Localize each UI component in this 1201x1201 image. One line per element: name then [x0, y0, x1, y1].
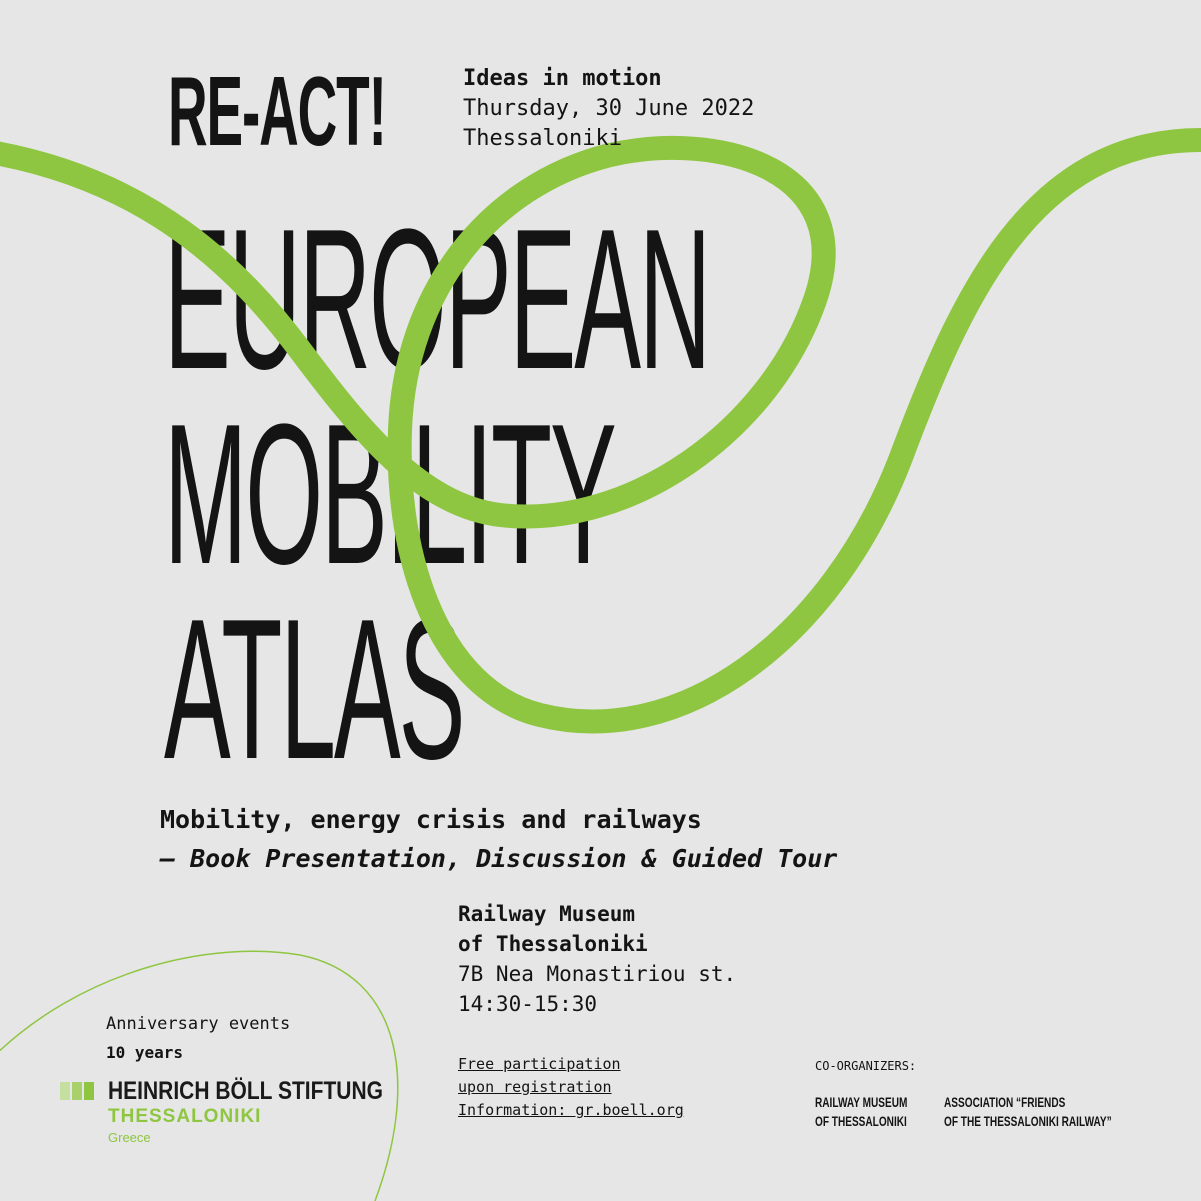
co-organizer-1-line-1: RAILWAY MUSEUM — [815, 1094, 908, 1110]
subtitle-topic: Mobility, energy crisis and railways — [160, 805, 702, 834]
co-organizer-friends-association — [944, 1093, 1112, 1131]
anniversary-years: 10 years — [106, 1043, 184, 1062]
co-organizer-1-line-2: OF THESSALONIKI — [815, 1113, 907, 1129]
logo-bar-mid — [72, 1082, 82, 1100]
event-series-title: RE-ACT! — [168, 56, 386, 166]
logo-bar-dark — [84, 1082, 94, 1100]
main-title-line-3: ATLAS — [164, 578, 464, 801]
event-date: Thursday, 30 June 2022 — [463, 96, 755, 121]
information-link[interactable]: Information: gr.boell.org — [458, 1101, 684, 1119]
event-info — [463, 64, 754, 154]
main-title — [164, 188, 710, 801]
event-tagline: Ideas in motion — [463, 66, 662, 91]
registration-line-2: upon registration — [458, 1078, 612, 1096]
main-title-line-2: MOBILITY — [164, 383, 615, 606]
event-time: 14:30-15:30 — [458, 992, 598, 1016]
co-organizer-railway-museum — [815, 1093, 907, 1131]
venue-info — [458, 899, 736, 1019]
anniversary-info — [106, 1010, 290, 1068]
main-title-line-1: EUROPEAN — [164, 188, 710, 411]
logo-country: Greece — [108, 1130, 151, 1145]
anniversary-label: Anniversary events — [106, 1014, 291, 1034]
registration-line-1: Free participation — [458, 1055, 621, 1073]
logo-bar-light — [60, 1082, 70, 1100]
registration-info — [458, 1053, 684, 1122]
venue-name-line-2: of Thessaloniki — [458, 932, 648, 956]
venue-name-line-1: Railway Museum — [458, 902, 636, 926]
subtitle — [160, 801, 837, 879]
co-organizers-label: CO-ORGANIZERS: — [815, 1059, 917, 1073]
co-organizer-2-line-2: OF THE THESSALONIKI RAILWAY” — [944, 1113, 1112, 1129]
subtitle-format: — Book Presentation, Discussion & Guided Tour — [160, 844, 838, 873]
co-organizer-2-line-1: ASSOCIATION “FRIENDS — [944, 1094, 1066, 1110]
logo-city: THESSALONIKI — [108, 1106, 262, 1127]
event-city: Thessaloniki — [463, 126, 622, 151]
venue-address: 7B Nea Monastiriou st. — [458, 962, 737, 986]
logo-name: HEINRICH BÖLL STIFTUNG — [108, 1077, 383, 1105]
